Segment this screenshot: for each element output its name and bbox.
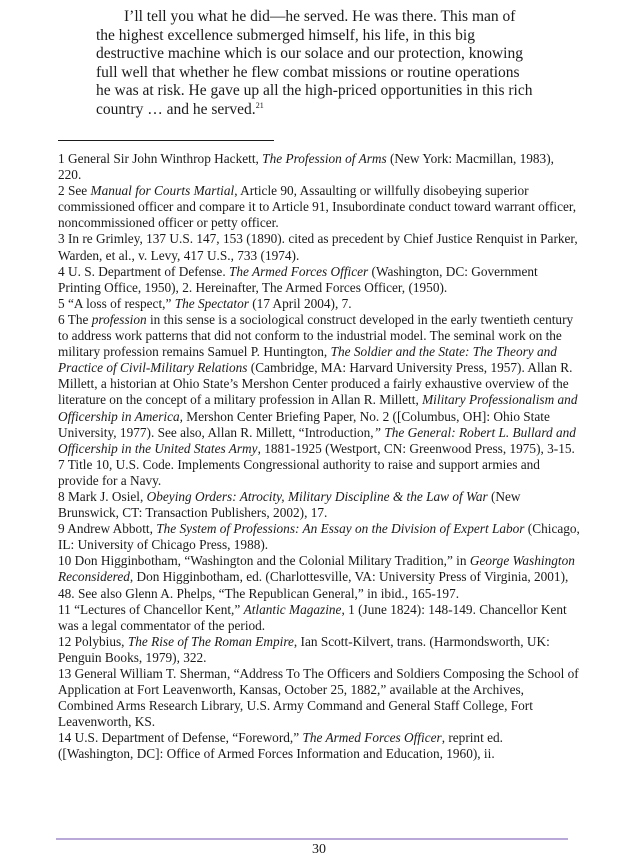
footnote-text: , 1 (June 1824): 148-149. Chancellor Kent was a legal commentator of the period.: [58, 601, 567, 633]
footnote-reference: 21: [255, 100, 264, 110]
footnote-title: The Spectator: [174, 295, 249, 311]
footnotes-list: [58, 151, 580, 763]
quote-paragraph: [96, 8, 536, 120]
footnote-4: [58, 264, 580, 296]
footnote-text: (Chicago, IL: University of Chicago Press, 1988).: [58, 521, 580, 553]
footer-rule: [56, 838, 568, 840]
footnote-title: The Soldier and the State: The Theory and Practice of Civil-Military Relations: [58, 344, 557, 376]
footnote-9: [58, 521, 580, 553]
footnote-7: [58, 457, 580, 489]
footnote-11: [58, 602, 580, 634]
footnote-text: 9 Andrew Abbott,: [58, 521, 157, 537]
footnote-title: George Washington Reconsidered: [58, 553, 575, 585]
footnote-text: 11 “Lectures of Chancellor Kent,”: [58, 601, 244, 617]
footnote-text: , 1881-1925 (Westport, CN: Greenwood Press, 1975), 3-15.: [257, 440, 575, 456]
footnote-text: (Washington, DC: Government Printing Office, 1950), 2. Hereinafter, The Armed Forces Officer, (1950).: [58, 263, 538, 295]
footnote-14: [58, 730, 580, 762]
footnote-text: 2 See: [58, 183, 91, 199]
footnote-text: 8 Mark J. Osiel,: [58, 488, 147, 504]
page-number: 30: [312, 842, 326, 857]
footnote-text: 4 U. S. Department of Defense.: [58, 263, 229, 279]
footnote-text: (Cambridge, MA: Harvard University Press, 1957). Allan R. Millett, a historian at Ohio State’s Mershon Center produced a fairly exhaustive overview of the literature on the concept of a military profession in Allan R. Millett,: [58, 360, 573, 408]
footnote-title: The System of Professions: An Essay on the Division of Expert Labor: [156, 521, 525, 537]
footnote-2: [58, 183, 580, 231]
footnote-text: 13 General William T. Sherman, “Address To The Officers and Soldiers Composing the School of Application at Fort Leavenworth, Kansas, October 25, 1882,” available at the Archives, Combined Arms Research Library, U.S. Army Command and General Staff College, Fort Leavenworth, KS.: [58, 666, 579, 730]
block-quote: [96, 8, 536, 120]
footnote-6: [58, 312, 580, 457]
quote-text: I’ll tell you what he did—he served. He was there. This man of the highest excellence submerged himself, his life, in this big destructive machine which is our solace and our protection, knowing full well that whether he flew combat missions or routine operations he was at risk. He gave up all the high-priced opportunities in this rich country … and he served.: [96, 8, 533, 118]
footnote-1: [58, 151, 580, 183]
footnote-3: [58, 231, 580, 263]
footnote-text: 3 In re Grimley, 137 U.S. 147, 153 (1890). cited as precedent by Chief Justice Renquist in Parker, Warden, et al., v. Levy, 417 U.S., 733 (1974).: [58, 231, 578, 263]
footnote-text: , reprint ed. ([Washington, DC]: Office of Armed Forces Information and Education, 1960), ii.: [58, 730, 503, 762]
footnote-title: The Profession of Arms: [262, 151, 387, 166]
footnote-text: in this sense is a sociological construct developed in the early twentieth century to address work patterns that did not conform to the industrial model. The seminal work on the military profession remains Samuel P. Huntington,: [58, 311, 574, 360]
footnote-text: (New York: Macmillan, 1983), 220.: [58, 151, 554, 183]
footnote-title: The Rise of The Roman Empire: [127, 633, 294, 649]
footnote-title: profession: [91, 311, 147, 327]
footnote-title: The Armed Forces Officer: [302, 730, 442, 746]
footnote-title: Manual for Courts Martial: [90, 183, 235, 199]
footnote-text: , Ian Scott-Kilvert, trans. (Harmondsworth, UK: Penguin Books, 1979), 322.: [58, 633, 550, 665]
footnote-title: Obeying Orders: Atrocity, Military Discipline & the Law of War: [146, 488, 488, 504]
footnote-text: , Don Higginbotham, ed. (Charlottesville, VA: University Press of Virginia, 2001), 48. See also Glenn A. Phelps, “The Republican General,” in ibid., 165-197.: [58, 569, 569, 601]
footnote-13: [58, 666, 580, 730]
footnote-12: [58, 634, 580, 666]
footnote-text: Mershon Center Briefing Paper, No. 2 ([Columbus, OH]: Ohio State University, 1977). See also, Allan R. Millett, “Introduction,: [58, 408, 550, 440]
footnote-title: ” The General: Robert L. Bullard and Officership in the United States Army: [58, 424, 576, 456]
footnote-5: [58, 296, 580, 312]
footnote-8: [58, 489, 580, 521]
footnote-10: [58, 553, 580, 601]
footnote-separator: [58, 140, 274, 141]
footnote-text: 1 General Sir John Winthrop Hackett,: [58, 151, 263, 166]
footnote-title: Atlantic Magazine: [243, 601, 342, 617]
footnote-text: (17 April 2004), 7.: [248, 295, 352, 311]
footnote-text: 14 U.S. Department of Defense, “Foreword,”: [58, 730, 303, 746]
footnote-text: 6 The: [58, 311, 92, 327]
footnote-text: , Article 90, Assaulting or willfully disobeying superior commissioned officer and compare it to Article 91, Insubordinate conduct toward warrant officer, noncommissioned officer or petty officer.: [58, 183, 577, 231]
footnote-text: 5 “A loss of respect,”: [58, 295, 175, 311]
footnote-title: The Armed Forces Officer: [228, 263, 369, 279]
footnote-title: Military Professionalism and Officership in America,: [58, 392, 578, 424]
footnote-text: 10 Don Higginbotham, “Washington and the Colonial Military Tradition,” in: [58, 553, 470, 569]
footnote-text: (New Brunswick, CT: Transaction Publishers, 2002), 17.: [58, 488, 521, 521]
footnote-text: 7 Title 10, U.S. Code. Implements Congressional authority to raise and support armies and provide for a Navy.: [58, 456, 540, 488]
footnote-text: 12 Polybius,: [58, 633, 128, 649]
